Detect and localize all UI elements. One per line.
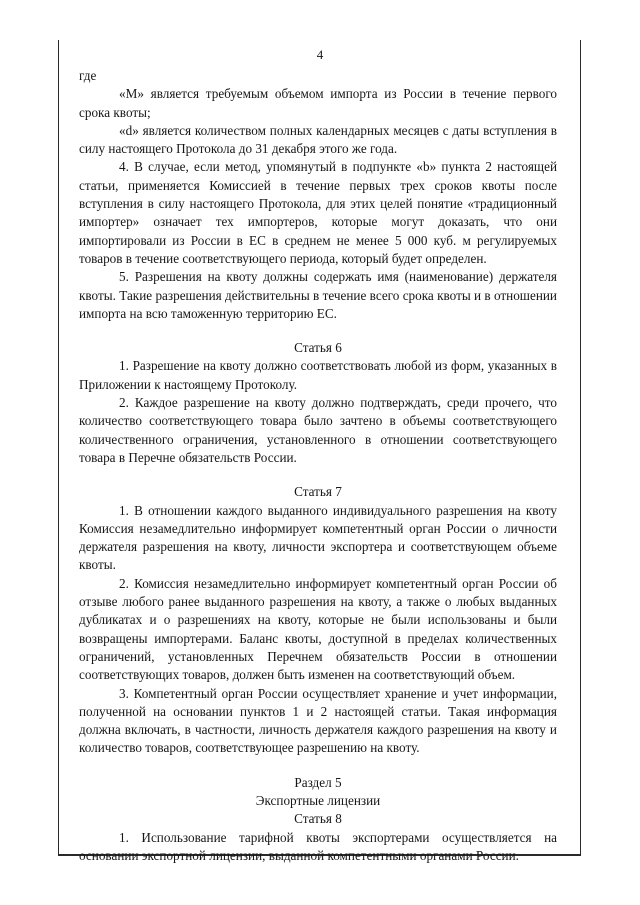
paragraph: 2. Комиссия незамедлительно информирует компетентный орган России об отзыве любого ранее выданного разрешения на квоту, а также о любых выданных дубликатах и о разрешениях на квоту, которые не были использованы и были возвращены импортерами. Баланс квоты, доступной в пределах количественных ограничений, установленных Перечнем обязательств России в отношении соответствующих товаров, должен быть изменен на соответствующий объем. [79,575,557,683]
section-heading: Статья 7 [294,484,342,500]
section-heading: Экспортные лицензии [255,792,381,808]
paragraph: 2. Каждое разрешение на квоту должно подтверждать, среди прочего, что количество соответствующего товара было зачтено в объемы соответствующего количественного ограничения, установленного в отношении соответствующего товара в Перечне обязательств России. [79,395,557,465]
paragraph: 3. Компетентный орган России осуществляет хранение и учет информации, полученной на основании пунктов 1 и 2 настоящей статьи. Такая информация должна включать, в частности, личность держателя каждого разрешения на квоту и количество товаров, соответствующее разрешению на квоту. [79,685,557,756]
paragraph: 5. Разрешения на квоту должны содержать имя (наименование) держателя квоты. Такие разрешения действительны в течение всего срока квоты и в отношении импорта на всю таможенную территорию ЕС. [79,269,557,321]
section-heading: Статья 8 [294,811,342,827]
page-number: 4 [316,47,324,62]
paragraph: 1. В отношении каждого выданного индивидуального разрешения на квоту Комиссия незамедлительно информирует компетентный орган России о личности держателя разрешения на квоту, личности экспортера и соответствующем объеме квоты. [79,502,557,573]
section-heading: Статья 6 [294,340,342,356]
paragraph: 4. В случае, если метод, упомянутый в подпункте «b» пункта 2 настоящей статьи, применяется Комиссией в течение первых трех сроков квоты после вступления в силу настоящего Протокола, для этих целей понятие «традиционный импортер» означает тех импортеров, которые могут доказать, что они импортировали из России в ЕС в среднем не менее 5 000 куб. м регулируемых товаров в течение соответствующего периода, который будет определен. [79,159,557,266]
document-body [79,67,557,865]
paragraph: 1. Использование тарифной квоты экспортерами осуществляется на основании экспортной лицензии, выданной компетентными органами России. [79,829,557,863]
paragraph: 1. Разрешение на квоту должно соответствовать любой из форм, указанных в Приложении к настоящему Протоколу. [79,358,557,392]
paragraph: «d» является количеством полных календарных месяцев с даты вступления в силу настоящего Протокола до 31 декабря этого же года. [79,122,557,157]
paragraph: «M» является требуемым объемом импорта из России в течение первого срока квоты; [79,86,557,120]
section-heading: Раздел 5 [294,774,342,790]
paragraph: где [79,68,97,83]
